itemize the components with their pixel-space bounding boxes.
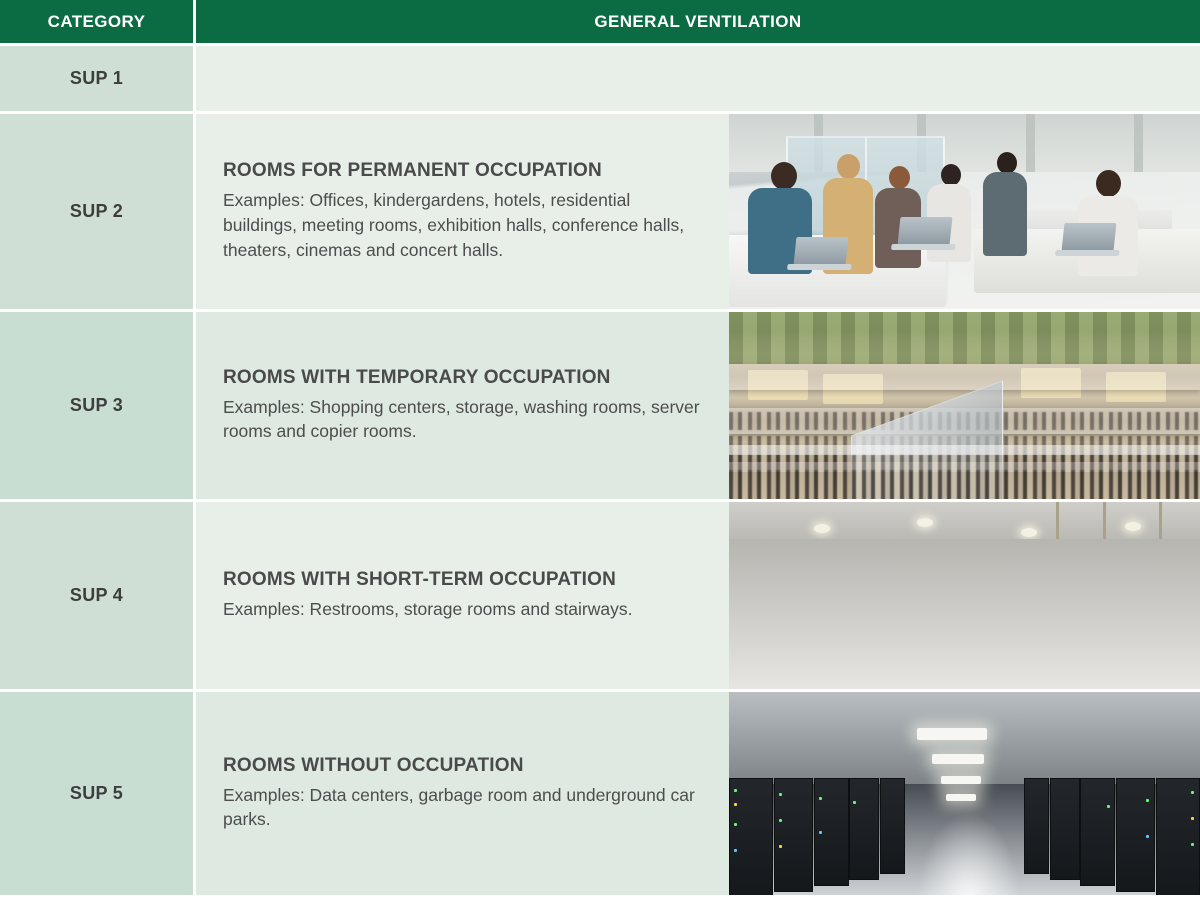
text-block-sup2 [196,114,729,309]
public-restroom-photo [729,502,1200,689]
row-image-sup2 [729,114,1200,309]
text-block-sup4 [196,502,729,689]
text-block-sup5 [196,692,729,895]
table-header-row [0,0,1200,43]
row-title-sup2: ROOMS FOR PERMANENT OCCUPATION [223,160,602,182]
row-title-sup3: ROOMS WITH TEMPORARY OCCUPATION [223,366,611,388]
content-cell-sup5 [196,692,1200,895]
table-row [0,309,1200,499]
table-row [0,499,1200,689]
data-center-aisle-photo [729,692,1200,895]
content-cell-sup3 [196,312,1200,499]
crowded-shopping-mall-photo [729,312,1200,499]
category-cell-sup2: SUP 2 [0,114,196,309]
row-description-sup2: Examples: Offices, kindergardens, hotels, residential buildings, meeting rooms, exhibition halls, conference halls, theaters, cinemas and concert halls. [223,190,685,260]
table-row [0,111,1200,309]
open-plan-office-photo [729,114,1200,309]
category-cell-sup5: SUP 5 [0,692,196,895]
category-cell-sup3: SUP 3 [0,312,196,499]
row-description-sup4: Examples: Restrooms, storage rooms and stairways. [223,599,633,619]
row-image-sup4 [729,502,1200,689]
row-image-sup3 [729,312,1200,499]
table-row [0,689,1200,895]
category-cell-sup4: SUP 4 [0,502,196,689]
row-title-sup4: ROOMS WITH SHORT-TERM OCCUPATION [223,569,617,591]
row-image-sup5 [729,692,1200,895]
content-cell-sup2 [196,114,1200,309]
content-cell-sup4 [196,502,1200,689]
column-header-general-ventilation: GENERAL VENTILATION [196,0,1200,43]
row-description-sup3: Examples: Shopping centers, storage, washing rooms, server rooms and copier rooms. [223,396,700,442]
row-title-sup5: ROOMS WITHOUT OCCUPATION [223,754,524,776]
row-description-sup5: Examples: Data centers, garbage room and underground car parks. [223,784,695,830]
text-block-sup3 [196,312,729,499]
content-cell-sup1 [196,46,1200,111]
category-cell-sup1: SUP 1 [0,46,196,111]
empty-content-sup1 [196,46,1200,111]
column-header-category: CATEGORY [0,0,196,43]
table-row [0,43,1200,111]
